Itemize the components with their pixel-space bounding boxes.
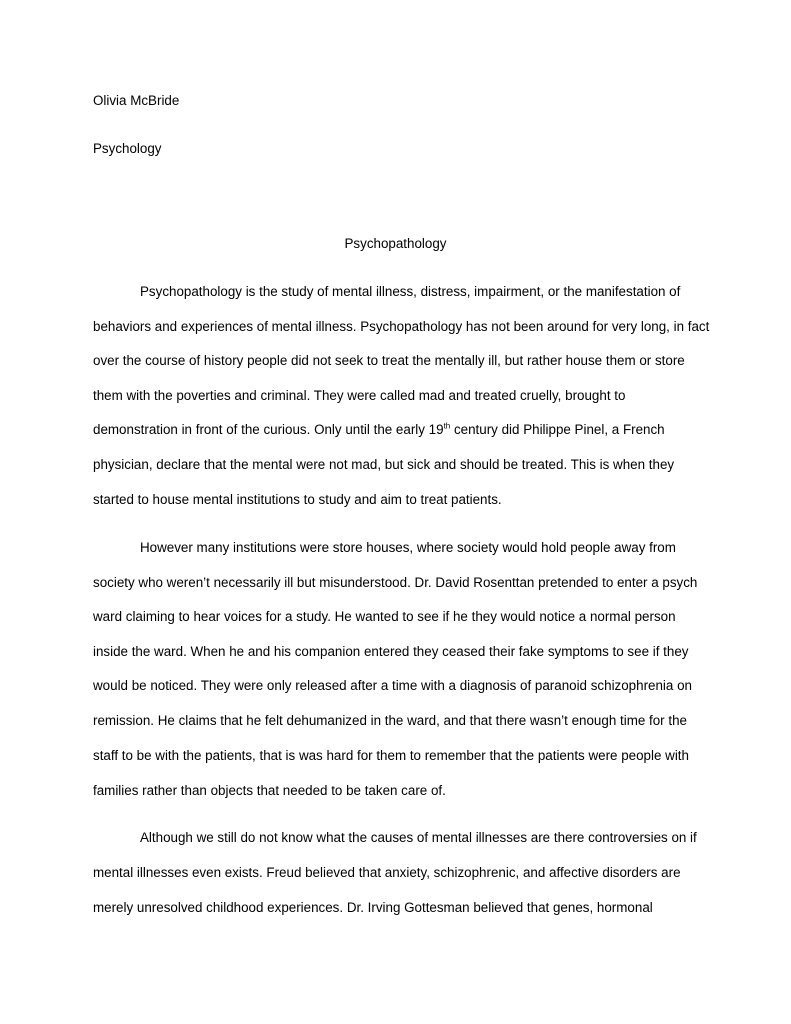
paragraph-1-line-5 xyxy=(93,421,665,439)
line-text-before-superscript: demonstration in front of the curious. Only until the early 19 xyxy=(93,422,444,437)
paragraph-2-line-6: remission. He claims that he felt dehumanized in the ward, and that there wasn’t enough time for the xyxy=(93,713,687,728)
paragraph-3-line-1: Although we still do not know what the causes of mental illnesses are there controversies on if xyxy=(140,830,697,845)
ordinal-superscript: th xyxy=(443,421,451,431)
paragraph-3-line-3: merely unresolved childhood experiences. Dr. Irving Gottesman believed that genes, hormonal xyxy=(93,900,653,915)
paragraph-1-line-3: over the course of history people did not seek to treat the mentally ill, but rather house them or store xyxy=(93,353,685,368)
paragraph-2-line-2: society who weren’t necessarily ill but misunderstood. Dr. David Rosenttan pretended to enter a psych xyxy=(93,575,698,590)
line-text-after-superscript: century did Philippe Pinel, a French xyxy=(450,422,665,437)
paragraph-2-line-8: families rather than objects that needed to be taken care of. xyxy=(93,783,446,798)
paragraph-2-line-5: would be noticed. They were only released after a time with a diagnosis of paranoid schizophrenia on xyxy=(93,678,692,693)
paragraph-1-line-4: them with the poverties and criminal. They were called mad and treated cruelly, brought to xyxy=(93,388,626,403)
course-name: Psychology xyxy=(93,141,162,156)
paragraph-2-line-7: staff to be with the patients, that is was hard for them to remember that the patients were people with xyxy=(93,748,689,763)
author-name: Olivia McBride xyxy=(93,93,180,108)
paragraph-2-line-4: inside the ward. When he and his companion entered they ceased their fake symptoms to see if they xyxy=(93,644,689,659)
paragraph-3-line-2: mental illnesses even exists. Freud believed that anxiety, schizophrenic, and affective disorders are xyxy=(93,865,681,880)
paragraph-1-line-1: Psychopathology is the study of mental illness, distress, impairment, or the manifestation of xyxy=(140,284,681,299)
paragraph-1-line-7: started to house mental institutions to study and aim to treat patients. xyxy=(93,492,502,507)
paragraph-2-line-3: ward claiming to hear voices for a study. He wanted to see if he they would notice a normal person xyxy=(93,609,676,624)
paragraph-1-line-2: behaviors and experiences of mental illness. Psychopathology has not been around for very long, in fact xyxy=(93,319,710,334)
paragraph-1-line-6: physician, declare that the mental were not mad, but sick and should be treated. This is when they xyxy=(93,457,675,472)
document-title: Psychopathology xyxy=(344,236,447,251)
paragraph-2-line-1: However many institutions were store houses, where society would hold people away from xyxy=(140,540,676,555)
